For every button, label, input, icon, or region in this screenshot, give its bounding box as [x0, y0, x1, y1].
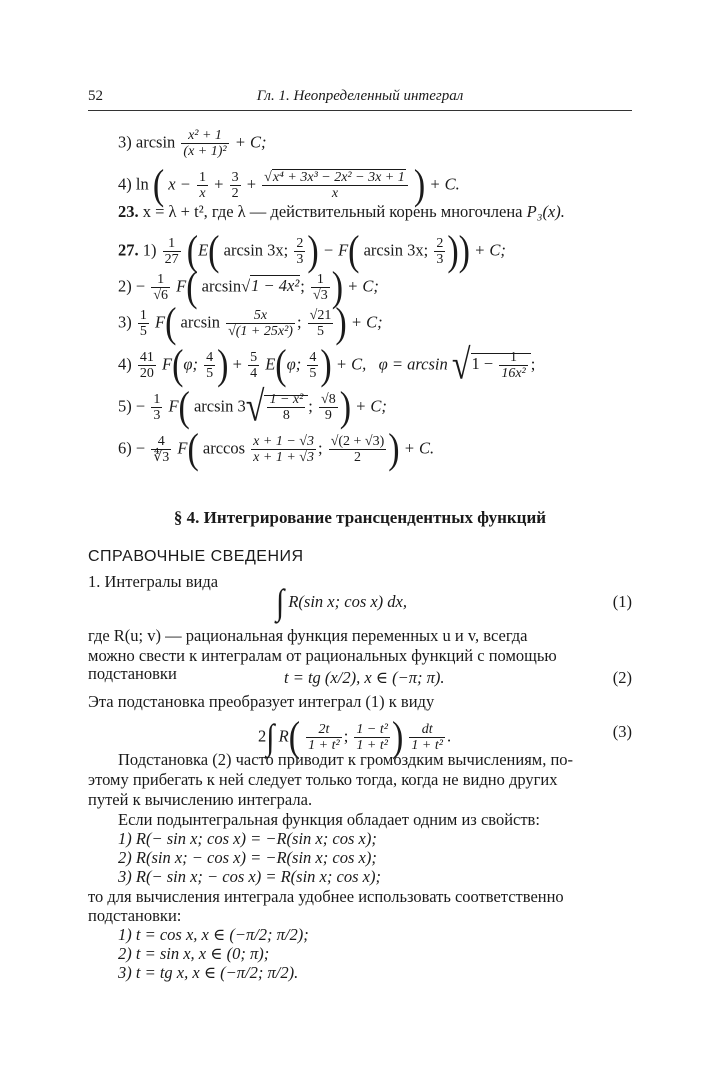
- paren: (: [275, 341, 287, 388]
- equation-2: t = tg (x/2), x ∈ (−π; π).: [284, 668, 445, 687]
- paren: ): [307, 227, 319, 274]
- fraction: [319, 392, 338, 423]
- func-name: arcsin: [135, 132, 176, 152]
- item-label: 6): [118, 438, 132, 458]
- fraction: [138, 308, 149, 339]
- fraction: [226, 308, 295, 339]
- paragraph-line: Эта подстановка преобразует интеграл (1) к виду: [88, 692, 435, 711]
- func-name: F: [162, 354, 173, 374]
- denominator: x: [331, 186, 339, 201]
- radicand: [471, 350, 531, 381]
- radicand: 1 − 4x²: [251, 276, 300, 296]
- paragraph-line: подстановки:: [88, 906, 182, 925]
- numerator: 1: [163, 236, 181, 252]
- paren: (: [172, 341, 184, 388]
- paren: (: [178, 383, 190, 430]
- integral-sign: ∫: [276, 582, 285, 623]
- answer-27-6: [118, 425, 435, 472]
- argument: φ;: [183, 354, 199, 374]
- item-label: 4): [118, 174, 132, 194]
- item-label: 5): [118, 396, 132, 416]
- operator: +: [232, 354, 242, 374]
- separator: ;: [300, 276, 305, 296]
- running-header: [88, 88, 632, 111]
- numerator: 1: [499, 350, 527, 366]
- answer-27-4: [118, 341, 536, 388]
- chapter-title: Гл. 1. Неопределенный интеграл: [256, 88, 464, 104]
- answer-27-2: 2) − $\frac{1}{√6}$ F( arcsin√1 − 4x²; $\frac{1}{√3}$ ) + C;: [118, 263, 379, 310]
- numerator: √8: [321, 392, 336, 407]
- numerator: 4: [151, 434, 171, 450]
- separator: ;: [343, 726, 349, 746]
- paragraph-line: можно свести к интегралам от рациональных функций с помощью: [88, 646, 557, 665]
- tail: + C.: [429, 174, 460, 194]
- fraction: [409, 722, 445, 753]
- item-label: 3): [118, 312, 132, 332]
- fraction: [181, 128, 228, 159]
- answer-27-1: [118, 227, 506, 274]
- denominator: 5: [206, 366, 214, 381]
- term: + C, φ = arcsin: [335, 354, 448, 374]
- coefficient: 2: [258, 726, 267, 746]
- numerator: 5: [250, 350, 258, 365]
- denominator: ∜3: [153, 450, 170, 465]
- tail: + C;: [355, 396, 387, 416]
- paren: ): [391, 713, 404, 760]
- tail: ;: [530, 354, 536, 374]
- separator: ;: [296, 312, 302, 332]
- denominator: 1 + t²: [411, 738, 443, 753]
- numerator: 41: [139, 350, 154, 365]
- radical-sign: √: [451, 341, 471, 388]
- numerator: 2: [296, 236, 304, 251]
- paren: ): [331, 263, 344, 310]
- paren: ): [388, 425, 400, 472]
- fraction: [251, 434, 316, 465]
- tail: + C;: [234, 132, 267, 152]
- paragraph-line: то для вычисления интеграла удобнее использовать соответственно: [88, 887, 564, 906]
- denominator: 16x²: [501, 366, 526, 381]
- fraction: [354, 722, 390, 753]
- denominator: 5: [309, 366, 317, 381]
- equation-number: (3): [612, 722, 632, 741]
- fraction: [434, 236, 445, 267]
- argument: arcsin 3x;: [223, 240, 289, 260]
- argument: arcsin 3: [193, 396, 246, 416]
- item-label: 1): [142, 240, 157, 260]
- numerator: 4: [309, 350, 317, 365]
- fraction: [306, 722, 342, 753]
- answer-4: [118, 161, 460, 208]
- denominator: 5: [317, 324, 325, 339]
- reference-heading: СПРАВОЧНЫЕ СВЕДЕНИЯ: [88, 548, 304, 565]
- property-item: 3) R(− sin x; − cos x) = R(sin x; cos x);: [118, 867, 381, 886]
- func-name: F: [155, 312, 166, 332]
- denominator: 2: [231, 186, 239, 201]
- item1-intro: 1. Интегралы вида: [88, 572, 219, 591]
- substitution-item: 1) t = cos x, x ∈ (−π/2; π/2);: [118, 925, 309, 944]
- func-name: E: [198, 240, 209, 260]
- paren: ): [413, 161, 426, 208]
- radicand: x⁴ + 3x³ − 2x² − 3x + 1: [272, 170, 405, 185]
- numerator: √(2 + √3): [330, 434, 385, 449]
- numerator: 1: [151, 272, 170, 288]
- fraction: [311, 272, 330, 303]
- operator: −: [135, 438, 146, 458]
- fraction: [151, 392, 162, 423]
- numerator: 2: [436, 236, 444, 251]
- argument: arcsin: [201, 276, 242, 296]
- operator: −: [135, 396, 146, 416]
- problem-number: 27.: [118, 240, 139, 260]
- tail: + C.: [403, 438, 435, 458]
- fraction: [151, 272, 170, 303]
- item-label: 4): [118, 354, 132, 374]
- denominator: √(1 + 25x²): [228, 324, 293, 339]
- func-name: ln: [135, 174, 149, 194]
- radical-sign: √: [245, 383, 265, 430]
- fraction: [197, 170, 208, 201]
- answer-text: x = λ + t², где λ — действительный корень многочлена: [142, 202, 523, 221]
- answer-text: P₃(x).: [526, 202, 565, 221]
- denominator: 20: [139, 366, 154, 381]
- term: x −: [168, 174, 191, 194]
- tail: + C;: [347, 276, 379, 296]
- radicand: [264, 392, 308, 423]
- argument: arcsin 3x;: [363, 240, 429, 260]
- answer-23: [118, 202, 565, 222]
- denominator: 9: [324, 408, 332, 423]
- section-title: § 4. Интегрирование трансцендентных функций: [173, 508, 547, 527]
- numerator: dt: [409, 722, 445, 738]
- denominator: 1 + t²: [308, 738, 340, 753]
- numerator: 1 − t²: [356, 722, 388, 737]
- fraction: [138, 350, 156, 381]
- separator: .: [446, 726, 452, 746]
- separator: ;: [308, 396, 313, 416]
- numerator: 2t: [306, 722, 342, 738]
- fraction: [230, 170, 241, 201]
- fraction: [294, 236, 305, 267]
- denominator: 3: [153, 408, 161, 423]
- separator: ;: [317, 438, 323, 458]
- paren: (: [186, 227, 199, 274]
- numerator: 1: [311, 272, 330, 288]
- paren: (: [187, 425, 199, 472]
- denominator: 3: [296, 252, 304, 267]
- answer-3: [118, 128, 266, 159]
- property-item: 1) R(− sin x; cos x) = −R(sin x; cos x);: [118, 829, 377, 848]
- equation-number: (2): [612, 668, 632, 687]
- denominator: 4: [250, 366, 258, 381]
- item-label: 3): [118, 132, 132, 152]
- answer-27-3: [118, 299, 383, 346]
- fraction: [499, 350, 527, 381]
- denominator: 3: [436, 252, 444, 267]
- equation-number: (1): [612, 592, 632, 611]
- numerator: 5x: [226, 308, 295, 324]
- paren: (: [165, 299, 177, 346]
- operator: +: [246, 174, 257, 194]
- equation-3: [258, 713, 452, 760]
- substitution-item: 2) t = sin x, x ∈ (0; π);: [118, 944, 270, 963]
- func-name: R: [278, 726, 289, 746]
- paren: ): [320, 341, 332, 388]
- numerator: x + 1 − √3: [253, 434, 314, 449]
- fraction: [307, 350, 318, 381]
- denominator: 27: [164, 252, 179, 267]
- substitution-item: 3) t = tg x, x ∈ (−π/2; π/2).: [118, 963, 299, 982]
- denominator: x: [199, 186, 206, 201]
- denominator: 8: [282, 408, 290, 423]
- property-item: 2) R(sin x; − cos x) = −R(sin x; cos x);: [118, 848, 377, 867]
- paragraph-line: этому прибегать к ней следует только тогда, когда не видно других: [88, 770, 558, 789]
- equation-1: [276, 582, 408, 623]
- paren: ): [335, 299, 347, 346]
- operator: −: [135, 276, 146, 296]
- denominator: x + 1 + √3: [253, 450, 314, 465]
- func-name: E: [265, 354, 276, 374]
- numerator: 1: [199, 170, 207, 185]
- fraction: [267, 392, 305, 423]
- paragraph-line: Если подынтегральная функция обладает одним из свойств:: [118, 810, 540, 829]
- book-page: [88, 0, 632, 1080]
- numerator: 4: [206, 350, 214, 365]
- denominator: √3: [313, 288, 328, 303]
- paragraph-line: путей к вычислению интеграла.: [88, 790, 313, 809]
- argument: arcsin: [180, 312, 220, 332]
- func-name: F: [168, 396, 179, 416]
- paren: (: [348, 227, 360, 274]
- operator: +: [214, 174, 224, 194]
- fraction: [151, 434, 171, 465]
- fraction: [204, 350, 215, 381]
- paren: ): [339, 383, 352, 430]
- answer-27-5: [118, 383, 387, 430]
- fraction: [308, 308, 334, 339]
- tail: + C;: [350, 312, 383, 332]
- tail: + C;: [474, 240, 506, 260]
- term: − F: [322, 240, 349, 260]
- func-name: F: [176, 276, 187, 296]
- paren: (: [288, 713, 301, 760]
- denominator: √6: [153, 288, 168, 303]
- problem-number: 23.: [118, 202, 139, 221]
- denominator: (x + 1)²: [183, 144, 227, 159]
- argument: φ;: [286, 354, 302, 374]
- item-label: 2): [118, 276, 132, 296]
- argument: arccos: [202, 438, 246, 458]
- paren: (: [186, 263, 198, 310]
- func-name: F: [177, 438, 188, 458]
- paren: )): [447, 227, 470, 274]
- numerator: √x⁴ + 3x³ − 2x² − 3x + 1: [262, 170, 408, 186]
- term: 1 −: [471, 354, 494, 374]
- paren: (: [208, 227, 220, 274]
- paren: (: [152, 161, 165, 208]
- fraction: [248, 350, 259, 381]
- paren: ): [217, 341, 229, 388]
- paragraph-line: Подстановка (2) часто приводит к громоздким вычислениям, по-: [118, 750, 574, 769]
- page-number: 52: [88, 88, 103, 104]
- integral-sign: ∫: [266, 717, 275, 757]
- paragraph-line: где R(u; v) — рациональная функция переменных u и v, всегда: [88, 626, 528, 645]
- denominator: 5: [139, 324, 147, 339]
- numerator: 3: [231, 170, 239, 185]
- fraction: [163, 236, 181, 267]
- paragraph-line: подстановки: [88, 664, 177, 683]
- fraction: [329, 434, 387, 465]
- equation-body: R(sin x; cos x) dx,: [288, 592, 408, 611]
- denominator: 2: [353, 450, 361, 465]
- numerator: 1: [139, 308, 147, 323]
- numerator: 1 − x²: [269, 392, 304, 407]
- fraction: [262, 170, 408, 201]
- denominator: 1 + t²: [356, 738, 388, 753]
- numerator: x² + 1: [181, 128, 228, 144]
- numerator: √21: [309, 308, 332, 323]
- numerator: 1: [153, 392, 161, 407]
